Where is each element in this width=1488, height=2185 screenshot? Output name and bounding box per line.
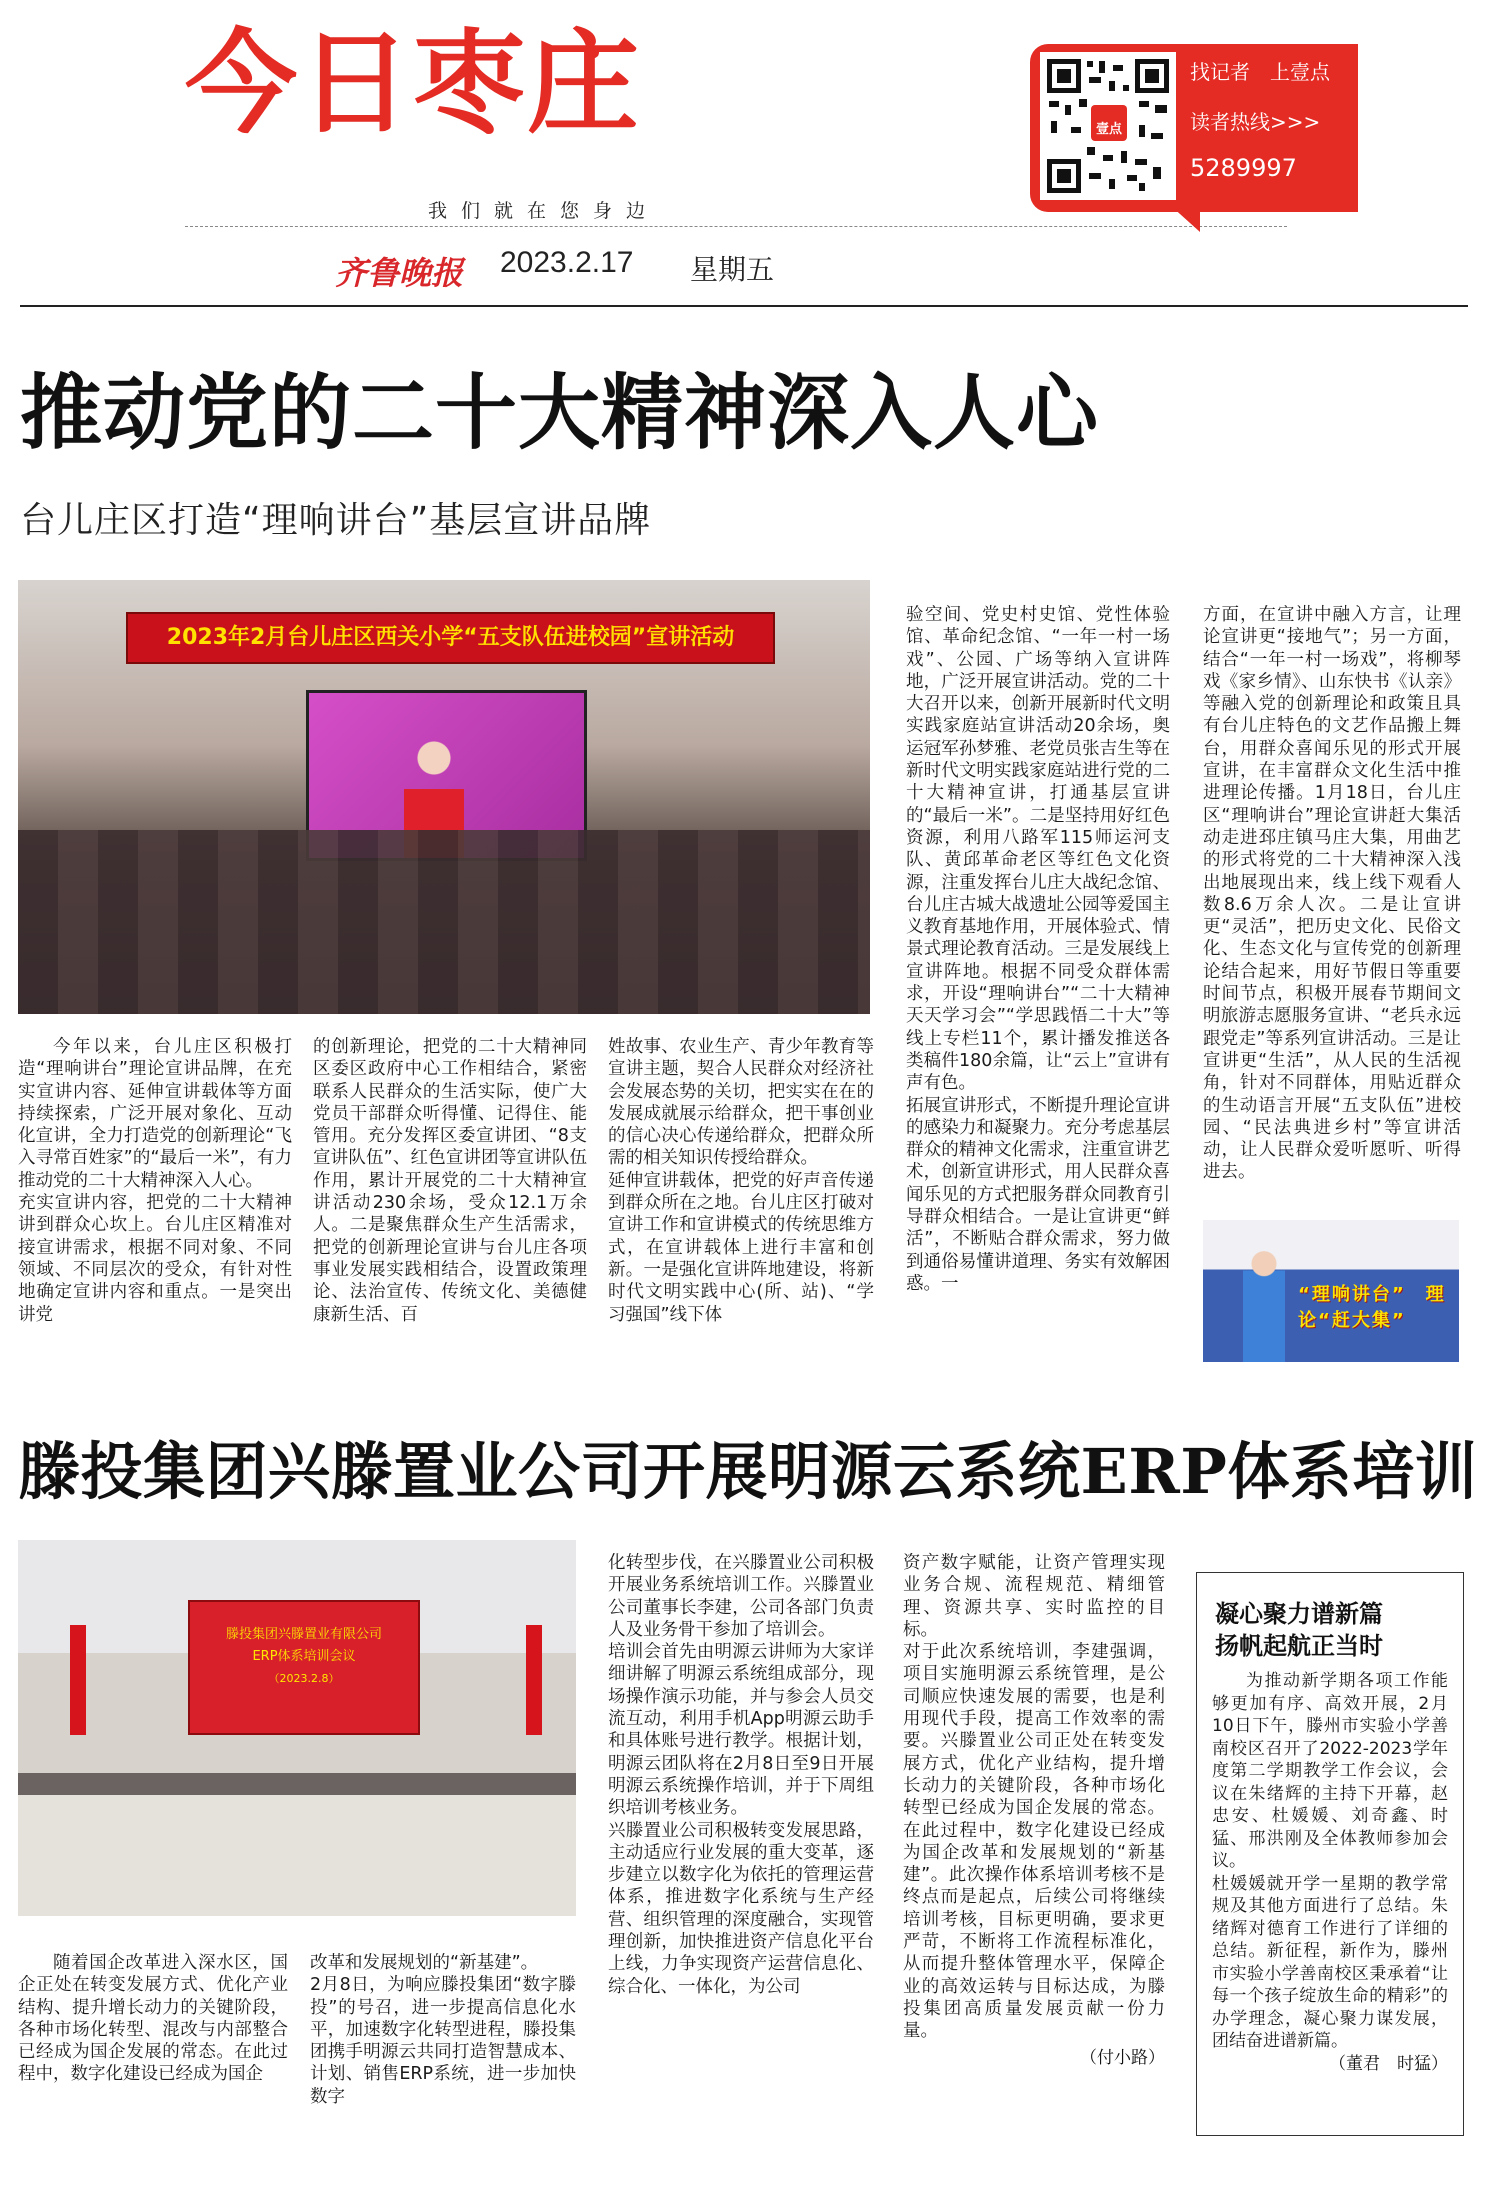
stage-banner-text: “理响讲台” 理论“赶大集” (1298, 1284, 1446, 1331)
qr-logo-label: 壹点 (1096, 122, 1123, 137)
meeting-screen-line-1: 滕投集团兴滕置业有限公司 (225, 1627, 382, 1642)
masthead-title: 今日枣庄 (185, 19, 641, 149)
article-1-column-5-text: 方面，在宣讲中融入方言，让理论宣讲更“接地气”；另一方面，结合“一年一村一场戏”，将柳琴戏《家乡情》、山东快书《认亲》等融入党的创新理论和政策且具有台儿庄特色的文艺作品搬上舞台，用群众喜闻乐见的形式开展宣讲，在丰富群众文化生活中推进理论传播。1月18日，台儿庄区“理响讲台”理论宣讲赶大集活动走进邳庄镇马庄大集，用曲艺的形式将党的二十大精神深入浅出地展现出来，线上线下观看人数8.6万余人次。二是让宣讲更“灵活”，把历史文化、民俗文化、生态文化与宣传党的创新理论结合起来，用好节假日等重要时间节点，积极开展春节期间文明旅游志愿服务宣讲、“老兵永远跟党走”等系列宣讲活动。三是让宣讲更“生活”，从人民的生活视角，针对不同群体，用贴近群众的生动语言开展“五支队伍”进校园、“民法典进乡村”等宣讲活动，让人民群众爱听愿听、听得进去。 (1203, 605, 1461, 1183)
article-2-column-1-text: 随着国企改革进入深水区，国企正处在转变发展方式、优化产业结构、提升增长动力的关键阶段，各种市场化转型、混改与内部整合已经成为国企发展的常态。在此过程中，数字化建设已经成为国企 (18, 1953, 288, 2085)
contact-line-2: 读者热线>>> (1190, 110, 1321, 134)
contact-panel-tail (1160, 196, 1200, 232)
flag-right (526, 1625, 542, 1735)
article-2-column-2-text: 改革和发展规划的“新基建”。 2月8日，为响应滕投集团“数字滕投”的号召，进一步提高信息化水平，加速数字化转型进程，滕投集团携手明源云共同打造智慧成本、计划、销售ERP系统，进一步加快数字 (310, 1953, 576, 2107)
article-1-column-5 (1203, 604, 1461, 1184)
article-1-subhead: 台儿庄区打造“理响讲台”基层宣讲品牌 (20, 500, 652, 541)
article-2-column-3-text: 化转型步伐，在兴滕置业公司积极开展业务系统培训工作。兴滕置业公司董事长李建，公司各部门负责人及业务骨干参加了培训会。 培训会首先由明源云讲师为大家详细讲解了明源云系统组成部分，现场操作演示功能，并与参会人员交流互动，利用手机App明源云助手和具体账号进行教学。根据计划，明源云团队将在2月8日至9日开展明源云系统操作培训，并于下周组织培训考核业务。 兴滕置业公司积极转变发展思路，主动适应行业发展的重大变革，逐步建立以数字化为依托的管理运营体系，推进数字化系统与生产经营、组织管理的深度融合，实现管理创新，加快推进资产信息化平台上线，力争实现资产运营信息化、综合化、一体化，为公司 (608, 1553, 874, 1997)
article-1-column-2-text: 的创新理论，把党的二十大精神同区委区政府中心工作相结合，紧密联系人民群众的生活实际，使广大党员干部群众听得懂、记得住、能管用。充分发挥区委宣讲团、“8支宣讲队伍”、红色宣讲团等宣讲队伍作用，累计开展党的二十大精神宣讲活动230余场，受众12.1万余人。二是聚焦群众生产生活需求，把党的创新理论宣讲与台儿庄各项事业发展实践相结合，设置政策理论、法治宣传、传统文化、美德健康新生活、百 (313, 1037, 587, 1325)
qr-code-icon[interactable] (1040, 52, 1176, 200)
article-2-column-4 (903, 1552, 1165, 2069)
sidebar-body-text: 为推动新学期各项工作能够更加有序、高效开展，2月10日下午，滕州市实验小学善南校区召开了2022-2023学年度第二学期教学工作会议，会议在朱绪辉的主持下开幕，赵忠安、杜媛媛、刘奇鑫、时猛、邢洪刚及全体教师参加会议。 杜媛媛就开学一星期的教学常规及其他方面进行了总结。朱绪辉对德育工作进行了详细的总结。新征程，新作为，滕州市实验小学善南校区秉承着“让每一个孩子绽放生命的精彩”的办学理念，凝心聚力谋发展，团结奋进谱新篇。 (1212, 1671, 1448, 2051)
article-2-column-2 (310, 1952, 576, 2108)
article-2-column-3 (608, 1552, 874, 1998)
article-1-column-1-text: 今年以来，台儿庄区积极打造“理响讲台”理论宣讲品牌，在充实宣讲内容、延伸宣讲载体等方面持续探索，广泛开展对象化、互动化宣讲，全力打造党的创新理论“飞入寻常百姓家”的“最后一米”，有力推动党的二十大精神深入人心。 充实宣讲内容，把党的二十大精神讲到群众心坎上。台儿庄区精准对接宣讲需求，根据不同对象、不同领域、不同层次的受众，有针对性地确定宣讲内容和重点。一是突出讲党 (18, 1037, 292, 1325)
contact-line-1: 找记者 上壹点 (1190, 60, 1330, 84)
sidebar-body (1212, 1670, 1448, 2075)
article-1-photo (18, 580, 870, 1014)
performer-figure (1243, 1245, 1285, 1362)
issue-date: 2023.2.17 (500, 246, 634, 279)
paper-name: 齐鲁晚报 (335, 254, 464, 292)
article-2-column-4-text: 资产数字赋能，让资产管理实现业务合规、流程规范、精细管理、资源共享、实时监控的目标。 对于此次系统培训，李建强调，项目实施明源云系统管理，是公司顺应快速发展的需要，也是利用现代手段，提高工作效率的需要。兴滕置业公司正处在转变发展方式，优化产业结构，提升增长动力的关键阶段，各种市场化转型已经成为国企发展的常态。在此过程中，数字化建设已经成为国企改革和发展规划的“新基建”。此次操作体系培训考核不是终点而是起点，后续公司将继续培训考核，目标更明确，要求更严苛，不断将工作流程标准化，从而提升整体管理水平，保障企业的高效运转与目标达成，为滕投集团高质量发展贡献一份力量。 (903, 1553, 1165, 2042)
article-2-byline: （付小路） (1080, 2047, 1165, 2068)
flag-left (70, 1625, 86, 1735)
masthead-divider (185, 226, 1287, 227)
meeting-table (18, 1795, 576, 1916)
issue-weekday: 星期五 (690, 253, 775, 286)
sidebar-title-line-1: 凝心聚力谱新篇 (1215, 1599, 1383, 1628)
photo-banner: 2023年2月台儿庄区西关小学“五支队伍进校园”宣讲活动 (126, 612, 775, 664)
article-1-column-3-text: 姓故事、农业生产、青少年教育等宣讲主题，契合人民群众对经济社会发展态势的关切，把实实在在的发展成就展示给群众，把干事创业的信心决心传递给群众，把群众所需的相关知识传授给群众。 延伸宣讲载体，把党的好声音传递到群众所在之地。台儿庄区打破对宣讲工作和宣讲模式的传统思维方式，在宣讲载体上进行丰富和创新。一是强化宣讲阵地建设，将新时代文明实践中心(所、站)、“学习强国”线下体 (608, 1037, 874, 1325)
meeting-screen-line-2: ERP体系培训会议 (252, 1649, 356, 1664)
article-2-headline: 滕投集团兴滕置业公司开展明源云系统ERP体系培训 (18, 1435, 1478, 1508)
article-1-column-3 (608, 1036, 874, 1326)
article-1-column-2 (313, 1036, 587, 1326)
header-rule (20, 305, 1468, 307)
performer-photo (1203, 1220, 1459, 1362)
article-1-column-4 (906, 604, 1170, 1295)
sidebar-byline: （董君 时猛） (1329, 2053, 1448, 2074)
sidebar-title-line-2: 扬帆起航正当时 (1215, 1631, 1383, 1660)
masthead-slogan: 我们就在您身边 (428, 200, 660, 222)
article-2-photo (18, 1540, 576, 1916)
article-1-column-1 (18, 1036, 292, 1326)
article-1-column-4-text: 验空间、党史村史馆、党性体验馆、革命纪念馆、“一年一村一场戏”、公园、广场等纳入宣讲阵地，广泛开展宣讲活动。党的二十大召开以来，创新开展新时代文明实践家庭站宣讲活动20余场，奥运冠军孙梦雅、老党员张吉生等在新时代文明实践家庭站进行党的二十大精神宣讲，打通基层宣讲的“最后一米”。二是坚持用好红色资源，利用八路军115师运河支队、黄邱革命老区等红色文化资源，注重发挥台儿庄大战纪念馆、台儿庄古城大战遗址公园等爱国主义教育基地作用，开展体验式、情景式理论教育活动。三是发展线上宣讲阵地。根据不同受众群体需求，开设“理响讲台”“二十大精神天天学习会”“学思践悟二十大”等线上专栏11个，累计播发推送各类稿件180余篇，让“云上”宣讲有声有色。 拓展宣讲形式，不断提升理论宣讲的感染力和凝聚力。充分考虑基层群众的精神文化需求，注重宣讲艺术，创新宣讲形式，用人民群众喜闻乐见的方式把服务群众同教育引导群众相结合。一是让宣讲更“鲜活”，不断贴合群众需求，努力做到通俗易懂讲道理、务实有效解困惑。一 (906, 605, 1170, 1294)
meeting-screen-line-3: （2023.2.8） (268, 1672, 340, 1685)
meeting-screen (188, 1600, 420, 1735)
audience-seats (18, 830, 870, 1014)
reader-hotline: 5289997 (1190, 154, 1297, 182)
sidebar-title (1215, 1598, 1383, 1662)
article-1-headline: 推动党的二十大精神深入人心 (20, 365, 1100, 461)
article-2-column-1 (18, 1952, 288, 2086)
